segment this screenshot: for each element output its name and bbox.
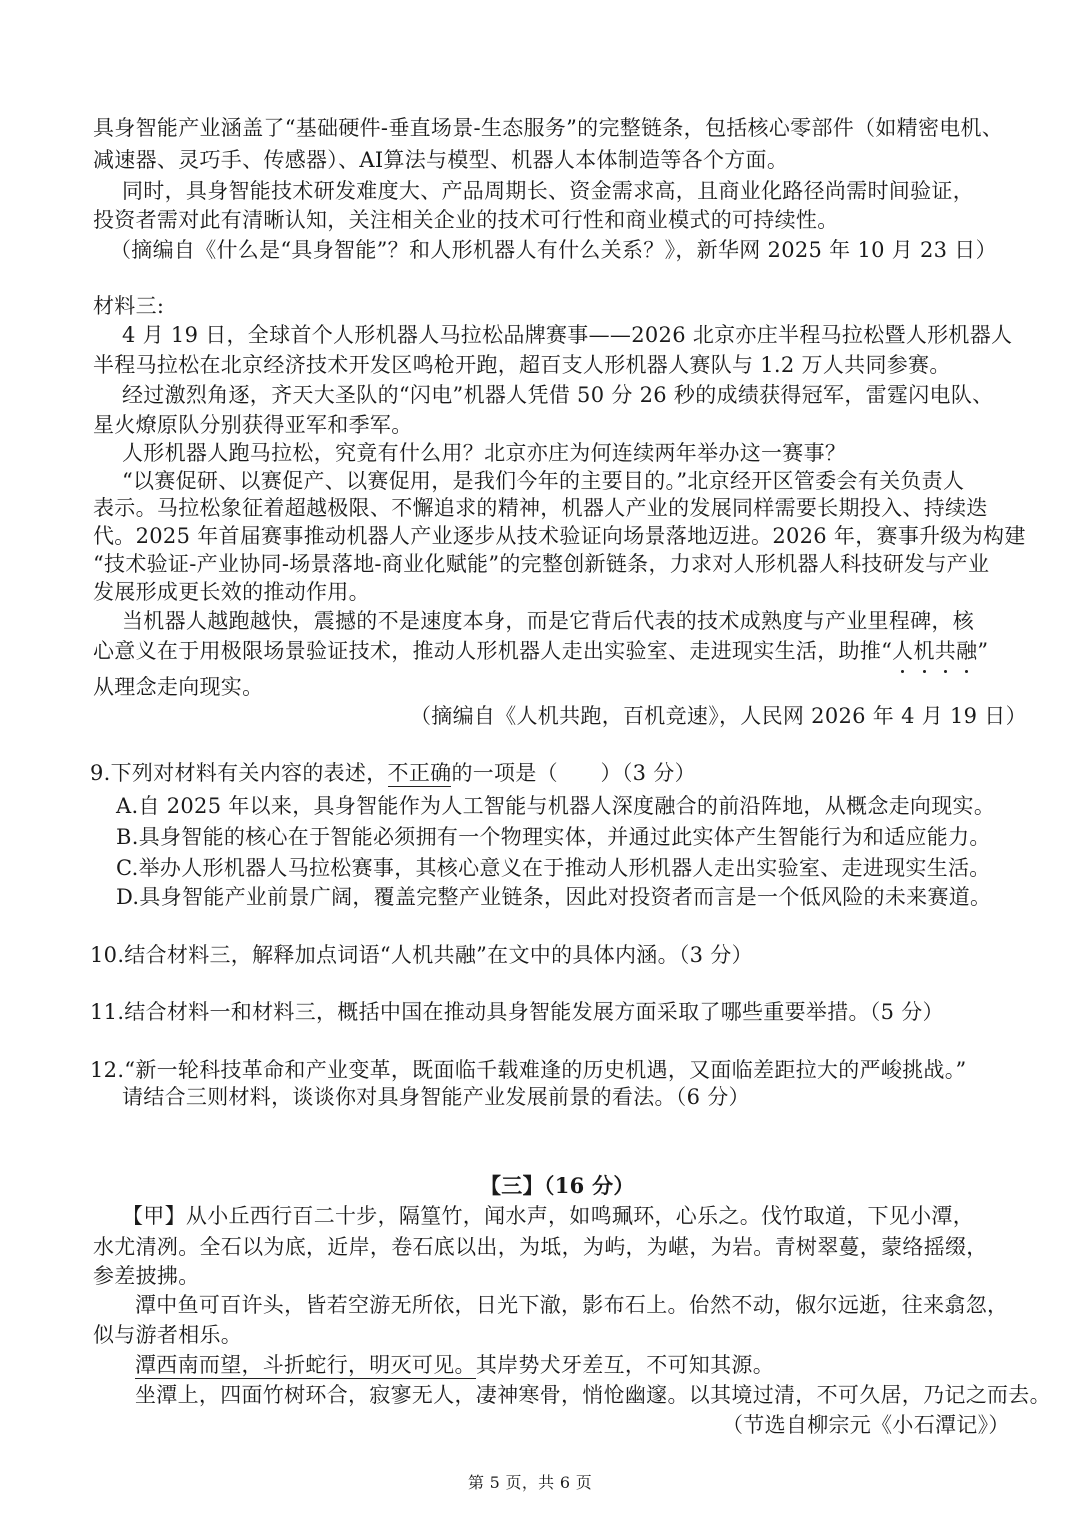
question-10: 10.结合材料三，解释加点词语“人机共融”在文中的具体内涵。（3 分） [90,943,753,967]
source-citation: （摘编自《人机共跑，百机竞速》，人民网 2026 年 4 月 19 日） [410,704,1027,728]
paragraph-line: 当机器人越跑越快，震撼的不是速度本身，而是它背后代表的技术成熟度与产业里程碑，核 [122,609,974,633]
paragraph-line: “技术验证-产业协同-场景落地-商业化赋能”的完整创新链条，力求对人形机器人科技研发与产业 [93,552,990,576]
paragraph-line: 表示。马拉松象征着超越极限、不懈追求的精神，机器人产业的发展同样需要长期投入、持续迭 [93,496,988,520]
option-c: C.举办人形机器人马拉松赛事，其核心意义在于推动人形机器人走出实验室、走进现实生活。 [116,856,991,880]
paragraph-line: 同时，具身智能技术研发难度大、产品周期长、资金需求高，且商业化路径尚需时间验证， [122,179,974,203]
option-b: B.具身智能的核心在于智能必须拥有一个物理实体，并通过此实体产生智能行为和适应能力。 [116,825,991,849]
underlined-sentence: 潭西南而望，斗折蛇行，明灭可见。 [135,1353,476,1377]
passage-line: 【甲】从小丘西行百二十步，隔篁竹，闻水声，如鸣珮环，心乐之。伐竹取道，下见小潭， [122,1204,974,1228]
emphasized-char: 人 [892,636,913,666]
question-9-stem [90,758,696,788]
paragraph-line: 具身智能产业涵盖了“基础硬件-垂直场景-生态服务”的完整链条，包括核心零部件（如精密电机、 [93,116,1004,140]
passage-line [135,1350,774,1380]
passage-line: 参差披拂。 [93,1264,200,1288]
question-11: 11.结合材料一和材料三，概括中国在推动具身智能发展方面采取了哪些重要举措。（5 分） [90,1000,944,1024]
passage-line: 似与游者相乐。 [93,1323,243,1347]
text-run: ” [977,639,989,663]
passage-line: 水尤清冽。全石以为底，近岸，卷石底以出，为坻，为屿，为嵁，为岩。青树翠蔓，蒙络摇缀， [93,1235,988,1259]
paragraph-line: 星火燎原队分别获得亚军和季军。 [93,413,413,437]
option-d: D.具身智能产业前景广阔，覆盖完整产业链条，因此对投资者而言是一个低风险的未来赛道。 [116,885,992,909]
paragraph-line: “以赛促研、以赛促产、以赛促用，是我们今年的主要目的。”北京经开区管委会有关负责人 [122,469,965,493]
paragraph-line [93,636,988,666]
material-heading: 材料三: [93,294,165,318]
paragraph-line: 代。2025 年首届赛事推动机器人产业逐步从技术验证向场景落地迈进。2026 年，赛事升级为构建 [93,524,1026,548]
page-footer: 第 5 页，共 6 页 [468,1473,593,1492]
paragraph-line: 投资者需对此有清晰认知，关注相关企业的技术可行性和商业模式的可持续性。 [93,208,839,232]
option-a: A.自 2025 年以来，具身智能作为人工智能与机器人深度融合的前沿阵地，从概念走向现实。 [116,794,996,818]
paragraph-line: 经过激烈角逐，齐天大圣队的“闪电”机器人凭借 50 分 26 秒的成绩获得冠军，雷霆闪电队、 [122,383,994,407]
question-12-line: 12.“新一轮科技革命和产业变革，既面临千载难逢的历史机遇，又面临差距拉大的严峻挑战。” [90,1058,967,1082]
paragraph-line: 4 月 19 日，全球首个人形机器人马拉松品牌赛事——2026 北京亦庄半程马拉松暨人形机器人 [122,323,1013,347]
emphasized-char: 融 [956,636,977,666]
text-run: 其岸势犬牙差互，不可知其源。 [475,1353,775,1377]
text-run: 9.下列对材料有关内容的表述， [90,761,388,785]
underlined-text: 不正确 [387,761,452,785]
paragraph-line: 减速器、灵巧手、传感器）、AI算法与模型、机器人本体制造等各个方面。 [93,148,789,172]
section-title: 【三】（16 分） [480,1173,635,1198]
text-run: 的一项是（ ）（3 分） [451,761,696,785]
question-12-line: 请结合三则材料，谈谈你对具身智能产业发展前景的看法。（6 分） [122,1085,750,1109]
source-citation: （摘编自《什么是“具身智能”？和人形机器人有什么关系？》，新华网 2025 年 10 月 23 日） [110,238,997,262]
paragraph-line: 人形机器人跑马拉松，究竟有什么用？北京亦庄为何连续两年举办这一赛事？ [122,441,847,465]
paragraph-line: 半程马拉松在北京经济技术开发区鸣枪开跑，超百支人形机器人赛队与 1.2 万人共同参赛。 [93,353,951,377]
emphasized-char: 机 [913,636,934,666]
paragraph-line: 从理念走向现实。 [93,675,264,699]
source-citation: （节选自柳宗元《小石潭记》） [722,1413,1010,1437]
text-run: 心意义在于用极限场景验证技术，推动人形机器人走出实验室、走进现实生活，助推“ [93,639,893,663]
passage-line: 潭中鱼可百许头，皆若空游无所依，日光下澈，影布石上。佁然不动，俶尔远逝，往来翕忽， [135,1293,1009,1317]
emphasized-char: 共 [935,636,956,666]
passage-line: 坐潭上，四面竹树环合，寂寥无人，凄神寒骨，悄怆幽邃。以其境过清，不可久居，乃记之而去。 [135,1383,1051,1407]
paragraph-line: 发展形成更长效的推动作用。 [93,580,370,604]
